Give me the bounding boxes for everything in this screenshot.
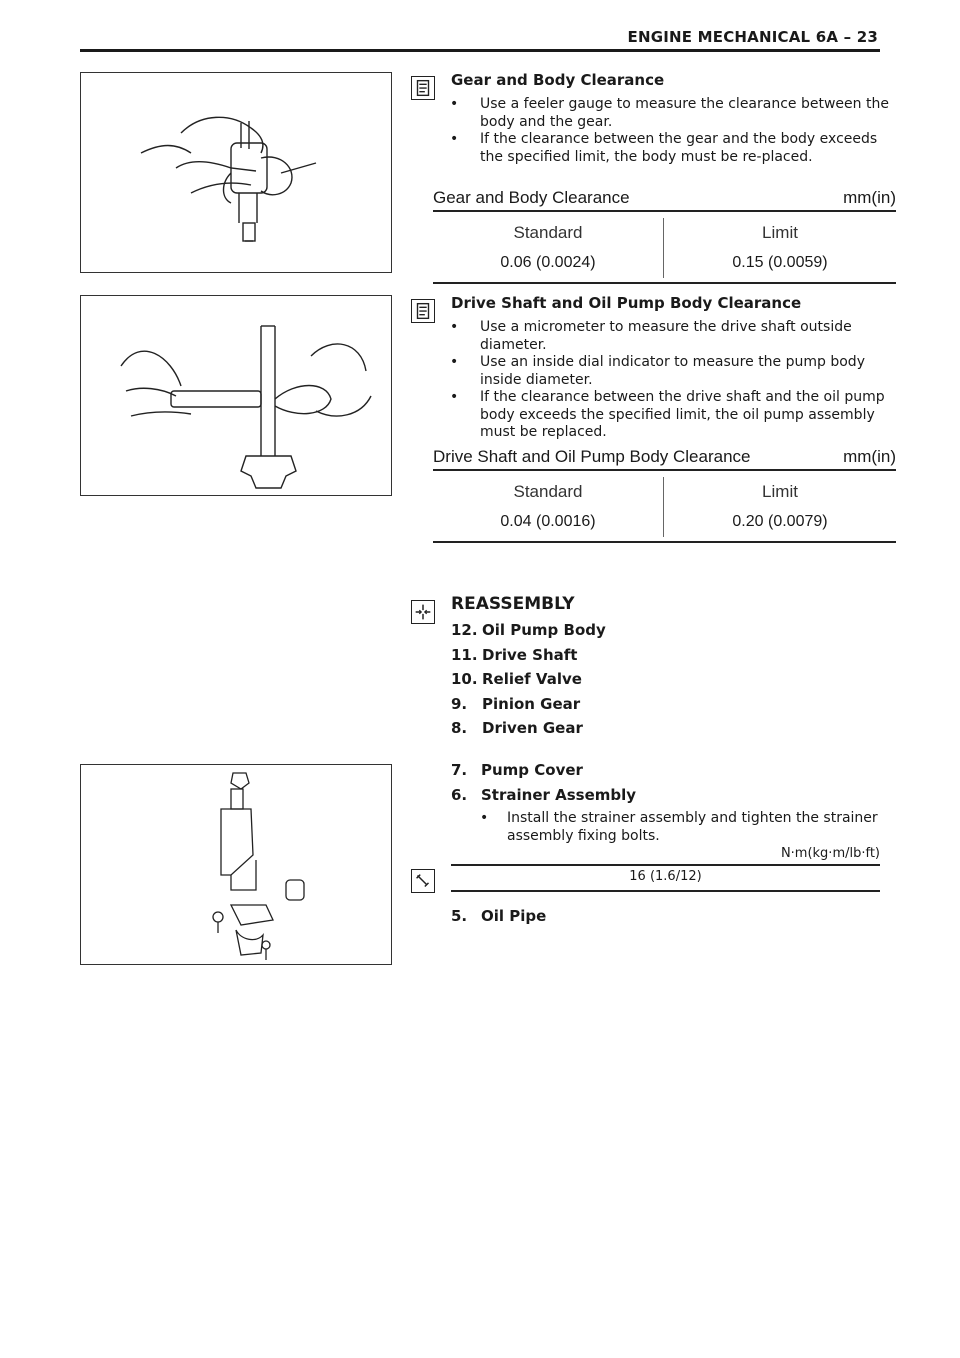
- step-number: 12.: [451, 621, 478, 639]
- figure-micrometer: [80, 295, 392, 496]
- exploded-pump-illustration: [81, 765, 391, 964]
- step-label: Oil Pump Body: [482, 621, 606, 639]
- micrometer-illustration: [81, 296, 391, 495]
- figure-exploded-pump: [80, 764, 392, 965]
- spec-table-drive-shaft: [433, 477, 896, 537]
- step-label: Relief Valve: [482, 670, 582, 689]
- spec-table-gear-body: [433, 218, 896, 278]
- spec-header-standard: Standard: [513, 223, 583, 242]
- bullet-list-gear-body: [450, 96, 890, 166]
- list-item: • If the clearance between the drive shaft and the oil pump body exceeds the specified limit, the oil pump assembly must be replaced.: [450, 389, 890, 442]
- spec-value-limit: 0.15 (0.0059): [664, 248, 897, 278]
- spec-table-title: Gear and Body Clearance: [433, 188, 630, 207]
- torque-value: 16 (1.6/12): [629, 869, 702, 884]
- reassembly-steps: [451, 621, 606, 744]
- step-number: 7.: [451, 761, 468, 779]
- spec-value-standard: 0.04 (0.0016): [500, 513, 596, 530]
- torque-top-rule: [451, 864, 880, 866]
- spec-header-limit: Limit: [664, 477, 897, 507]
- bullet-list-drive-shaft: [450, 319, 890, 442]
- measure-icon: [411, 76, 435, 100]
- section-title-gear-body: Gear and Body Clearance: [451, 71, 665, 89]
- list-item: [451, 907, 546, 932]
- section-title-drive-shaft: Drive Shaft and Oil Pump Body Clearance: [451, 294, 802, 312]
- spec-table-bottom-rule: [433, 282, 896, 284]
- spec-header-limit: Limit: [664, 218, 897, 248]
- spec-table-unit: mm(in): [843, 188, 896, 207]
- header-rule: [80, 49, 880, 52]
- list-item: [451, 670, 606, 695]
- list-item: • Use a feeler gauge to measure the clearance between the body and the gear.: [450, 96, 890, 131]
- step-label: Driven Gear: [482, 719, 583, 738]
- reassembly-icon: [411, 600, 435, 624]
- spec-value-standard: 0.06 (0.0024): [500, 254, 596, 271]
- list-item: • If the clearance between the gear and the body exceeds the specified limit, the body must be re-placed.: [450, 131, 890, 166]
- step-number: 10.: [451, 670, 478, 689]
- list-item: • Use an inside dial indicator to measure the pump body inside diameter.: [450, 354, 890, 389]
- spec-table-top-rule: [433, 469, 896, 471]
- list-item: [451, 646, 606, 671]
- figure-feeler-gauge: [80, 72, 392, 273]
- spec-table-top-rule: [433, 210, 896, 212]
- reassembly-title: REASSEMBLY: [451, 594, 575, 614]
- page-header-title: ENGINE MECHANICAL 6A – 23: [627, 28, 878, 46]
- list-item: [451, 621, 606, 646]
- spec-table-title: Drive Shaft and Oil Pump Body Clearance: [433, 447, 751, 466]
- spec-table-unit: mm(in): [843, 447, 896, 466]
- strainer-note-list: [480, 810, 880, 845]
- list-item: [451, 761, 636, 786]
- list-item: • Use a micrometer to measure the drive shaft outside diameter.: [450, 319, 890, 354]
- spec-value-limit: 0.20 (0.0079): [664, 507, 897, 537]
- spec-header-standard: Standard: [513, 482, 583, 501]
- step-number: 6.: [451, 785, 468, 804]
- step-label: Drive Shaft: [482, 645, 578, 664]
- step-number: 11.: [451, 645, 478, 664]
- torque-wrench-icon: [411, 869, 435, 893]
- list-item: [451, 695, 606, 720]
- step-label: Oil Pipe: [481, 907, 547, 925]
- list-item: [451, 719, 606, 744]
- reassembly-steps-3: [451, 907, 546, 932]
- spec-table-bottom-rule: [433, 541, 896, 543]
- list-item: • Install the strainer assembly and tighten the strainer assembly fixing bolts.: [480, 810, 880, 845]
- list-item: [451, 786, 636, 811]
- step-number: 9.: [451, 694, 468, 713]
- reassembly-steps-2: [451, 761, 636, 810]
- torque-bottom-rule: [451, 890, 880, 892]
- measure-icon: [411, 299, 435, 323]
- step-number: 8.: [451, 719, 468, 738]
- step-label: Strainer Assembly: [481, 785, 637, 804]
- step-number: 5.: [451, 907, 468, 925]
- step-label: Pinion Gear: [482, 694, 581, 713]
- torque-unit: N·m(kg·m/lb·ft): [780, 846, 880, 861]
- step-label: Pump Cover: [481, 761, 583, 779]
- feeler-gauge-illustration: [81, 73, 391, 272]
